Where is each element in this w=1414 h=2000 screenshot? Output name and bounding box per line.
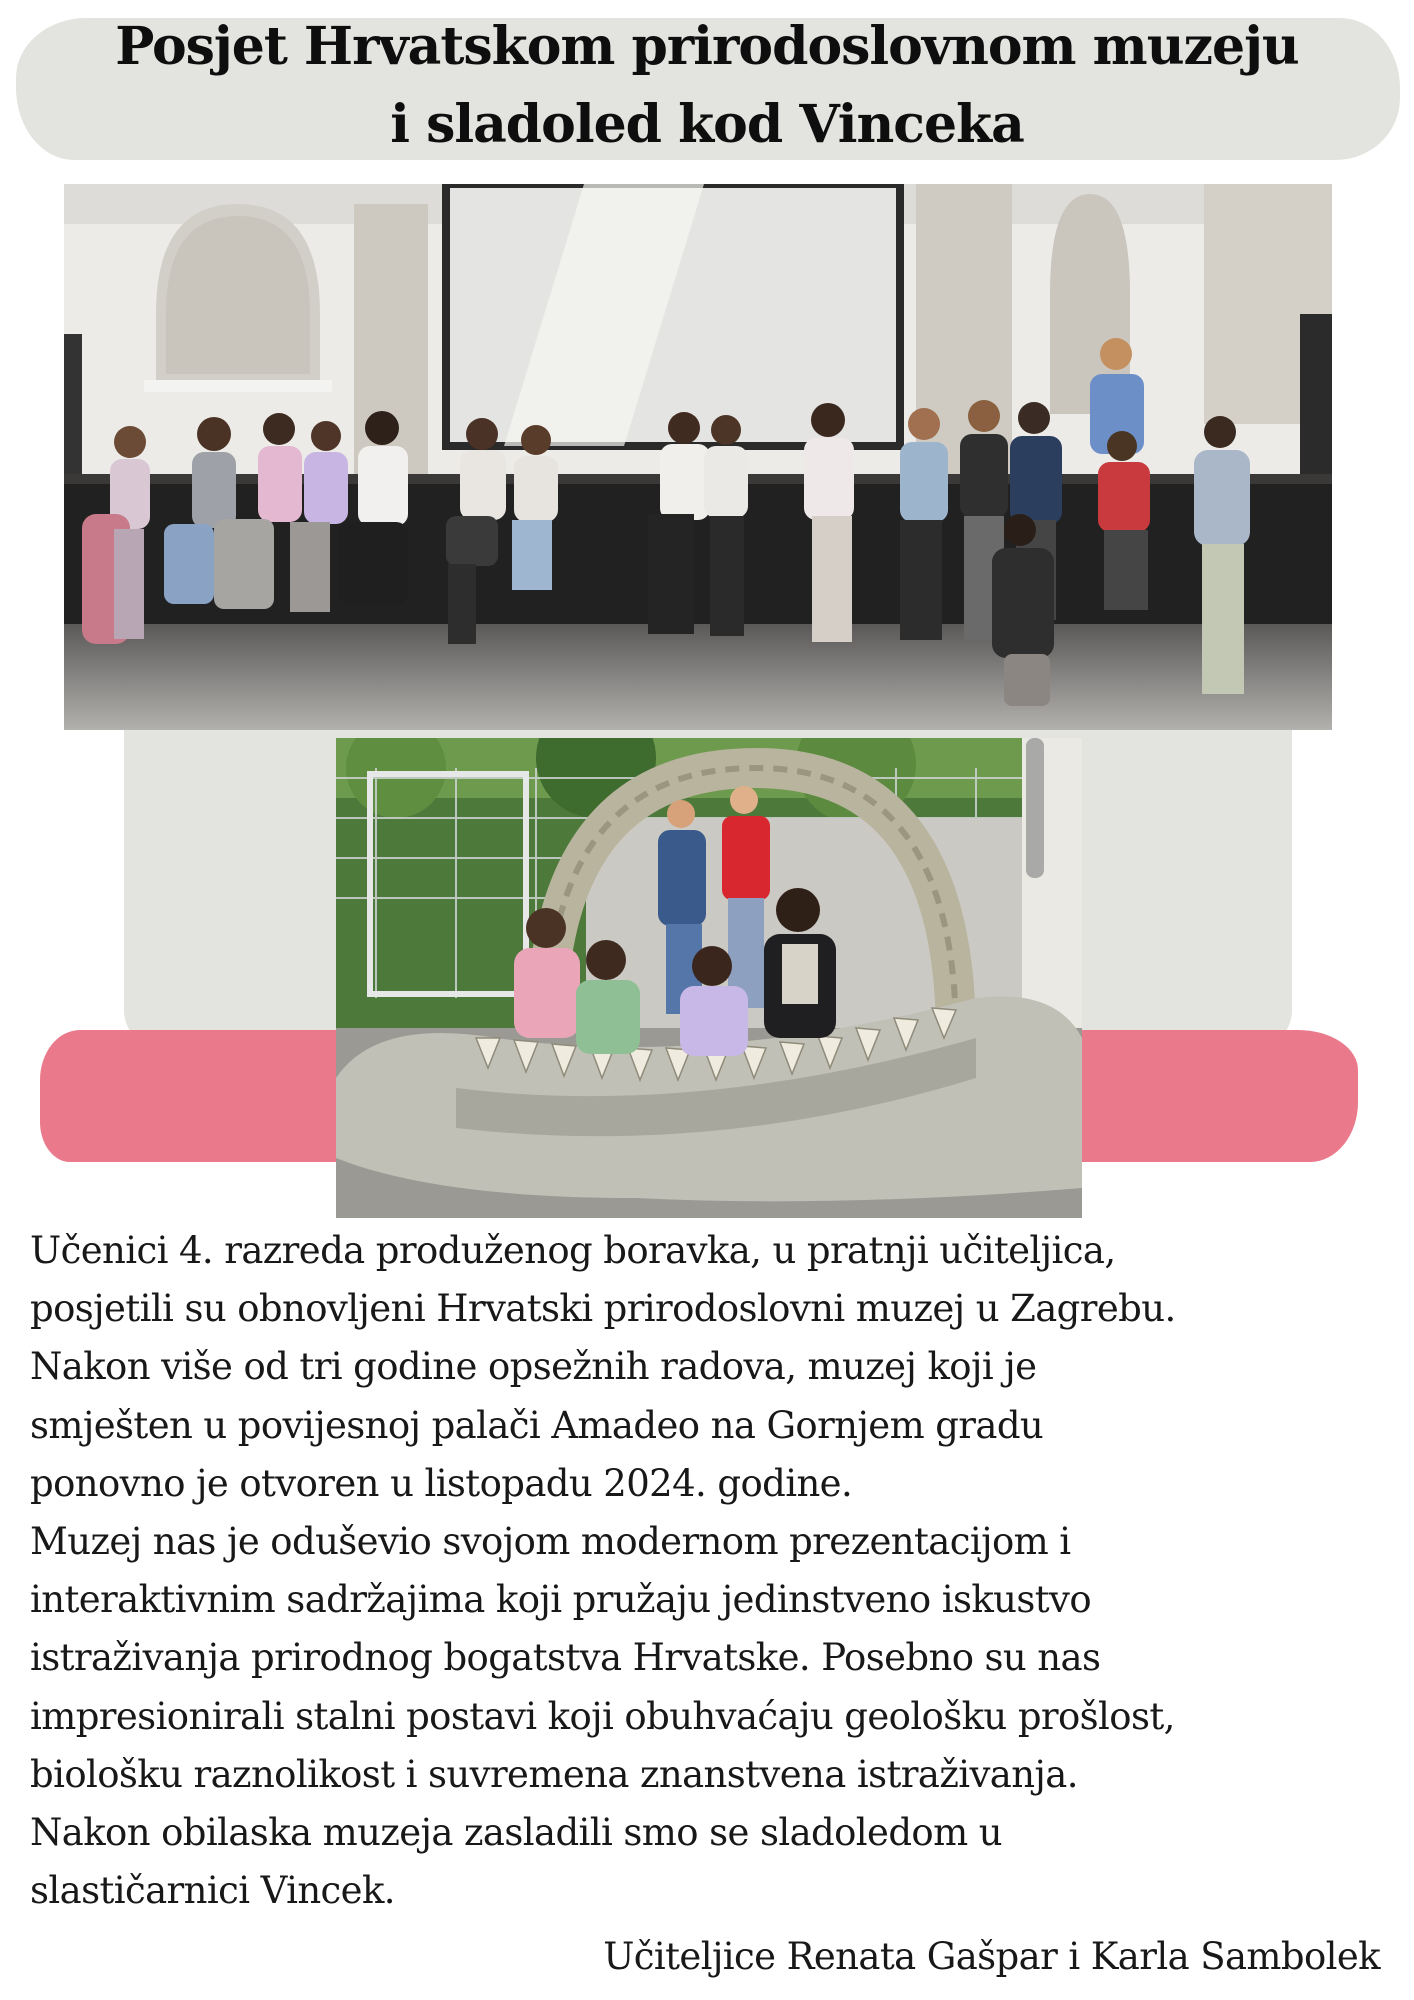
article-body bbox=[30, 1222, 1400, 1920]
body-line: impresionirali stalni postavi koji obuhvaćaju geološku prošlost, bbox=[30, 1694, 1175, 1738]
body-line: Nakon obilaska muzeja zasladili smo se sladoledom u bbox=[30, 1811, 1002, 1855]
body-line: posjetili su obnovljeni Hrvatski prirodoslovni muzej u Zagrebu. bbox=[30, 1287, 1176, 1331]
group-photo bbox=[64, 184, 1332, 730]
body-line: istraživanja prirodnog bogatstva Hrvatske. Posebno su nas bbox=[30, 1636, 1101, 1680]
body-line: slastičarnici Vincek. bbox=[30, 1869, 395, 1913]
shark-jaw-illustration bbox=[336, 738, 1082, 1218]
group-photo-illustration bbox=[64, 184, 1332, 730]
page-title bbox=[0, 8, 1414, 164]
shark-jaw-photo bbox=[336, 738, 1082, 1218]
body-line: Učenici 4. razreda produženog boravka, u pratnji učiteljica, bbox=[30, 1229, 1116, 1272]
body-line: Nakon više od tri godine opsežnih radova, muzej koji je bbox=[30, 1345, 1037, 1389]
body-line: ponovno je otvoren u listopadu 2024. godine. bbox=[30, 1461, 853, 1505]
title-line-1: Posjet Hrvatskom prirodoslovnom muzeju bbox=[115, 16, 1299, 77]
signature: Učiteljice Renata Gašpar i Karla Sambolek bbox=[603, 1935, 1380, 1978]
body-line: biološku raznolikost i suvremena znanstvena istraživanja. bbox=[30, 1752, 1078, 1796]
title-line-2: i sladoled kod Vinceka bbox=[390, 94, 1024, 155]
body-line: Muzej nas je oduševio svojom modernom prezentacijom i bbox=[30, 1520, 1071, 1564]
body-line: smješten u povijesnoj palači Amadeo na Gornjem gradu bbox=[30, 1403, 1044, 1447]
body-line: interaktivnim sadržajima koji pružaju jedinstveno iskustvo bbox=[30, 1578, 1092, 1622]
